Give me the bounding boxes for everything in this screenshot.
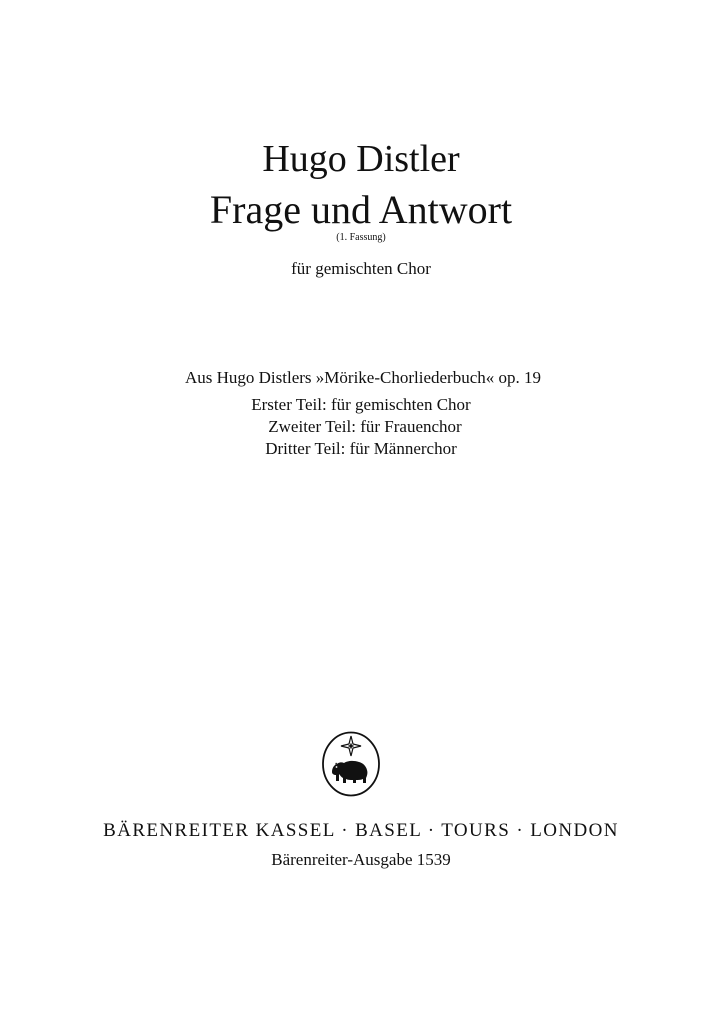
version-note: (1. Fassung) <box>336 232 386 243</box>
source-part-1: Erster Teil: für gemischten Chor <box>251 395 471 414</box>
source-part-2: Zweiter Teil: für Frauenchor <box>268 417 462 436</box>
work-title: Frage und Antwort <box>209 187 513 232</box>
edition-number: Bärenreiter-Ausgabe 1539 <box>271 850 451 869</box>
publisher-logo-icon <box>321 731 381 797</box>
composer-name: Hugo Distler <box>262 138 460 180</box>
publisher-imprint: BÄRENREITER KASSEL · BASEL · TOURS · LONDON <box>103 820 619 841</box>
source-collection: Aus Hugo Distlers »Mörike-Chorliederbuch« op. 19 <box>184 368 541 387</box>
scoring-line: für gemischten Chor <box>291 259 431 278</box>
source-part-3: Dritter Teil: für Männerchor <box>265 439 457 458</box>
